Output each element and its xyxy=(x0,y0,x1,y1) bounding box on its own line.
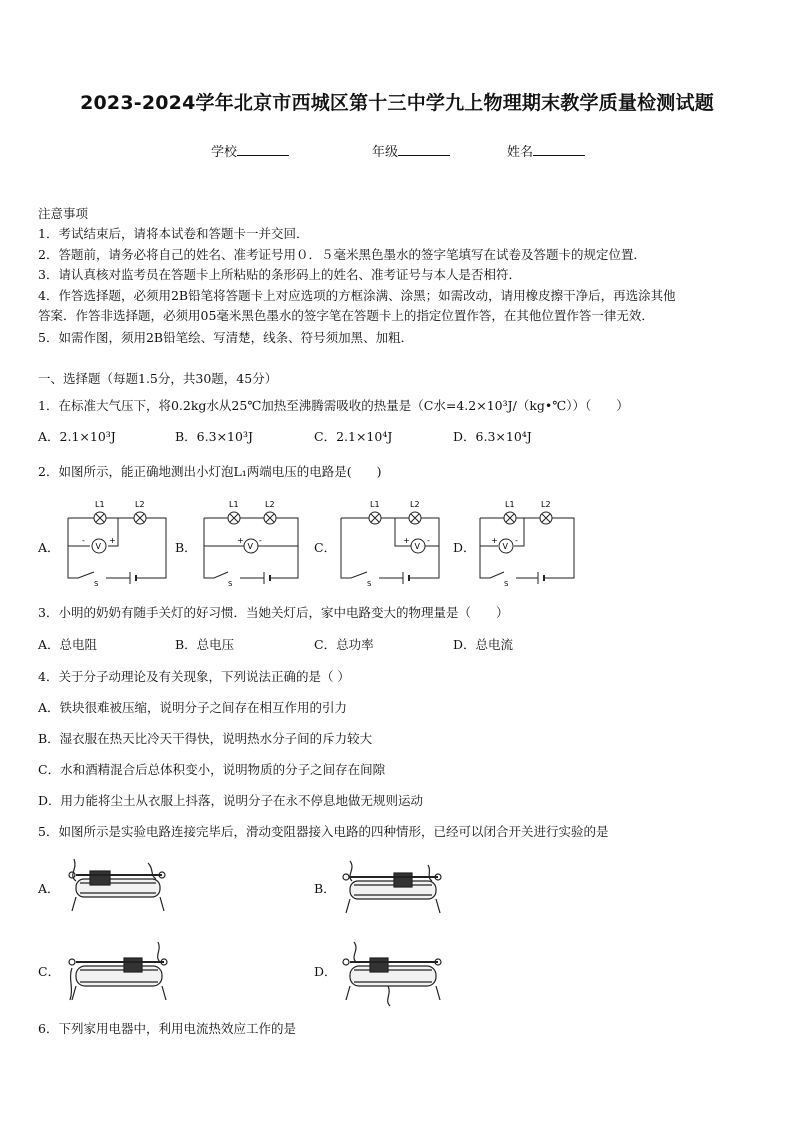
q5-option-b[interactable]: B． xyxy=(314,881,336,896)
notice-item: 1．考试结束后，请将本试卷和答题卡一并交回． xyxy=(38,226,309,241)
q1-option-d[interactable]: D．6.3×10⁴J xyxy=(453,429,532,444)
q3-option-a[interactable]: A．总电阻 xyxy=(38,637,98,652)
notice-heading: 注意事项 xyxy=(38,206,89,221)
switch-label: S xyxy=(94,580,99,588)
label-l2: L2 xyxy=(541,500,551,509)
grade-label: 年级 xyxy=(372,145,399,160)
q1-option-a[interactable]: A．2.1×10³J xyxy=(38,429,116,444)
label-l1: L1 xyxy=(95,500,105,509)
page-title: 2023-2024学年北京市西城区第十三中学九上物理期末教学质量检测试题 xyxy=(80,92,714,114)
q2-option-b[interactable]: B． xyxy=(175,540,197,555)
q2-option-a[interactable]: A． xyxy=(38,540,60,555)
q1-option-b[interactable]: B．6.3×10³J xyxy=(175,429,253,444)
rheostat-image-c xyxy=(66,938,176,1008)
grade-field[interactable] xyxy=(372,141,450,160)
notice-item: 2．答题前，请务必将自己的姓名、准考证号用０．５毫米黑色墨水的签字笔填写在试卷及答题卡的规定位置． xyxy=(38,247,646,262)
circuit-diagram-a xyxy=(60,496,174,588)
q3-option-b[interactable]: B．总电压 xyxy=(175,637,235,652)
q1-option-c[interactable]: C．2.1×10⁴J xyxy=(314,429,393,444)
q2-option-c[interactable]: C． xyxy=(314,540,337,555)
voltmeter-label: V xyxy=(95,542,101,551)
q5-option-c[interactable]: C． xyxy=(38,964,61,979)
label-l1: L1 xyxy=(370,500,380,509)
minus-label: - xyxy=(515,536,518,545)
question-1-stem: 1．在标准大气压下，将0.2kg水从25℃加热至沸腾需吸收的热量是（C水=4.2×10³J/（kg•℃））（ ） xyxy=(38,398,629,413)
plus-label: + xyxy=(491,536,498,545)
notice-item: 5．如需作图，须用2B铅笔绘、写清楚，线条、符号须加黑、加粗． xyxy=(38,330,414,345)
circuit-diagram-b xyxy=(196,496,306,588)
label-l2: L2 xyxy=(135,500,145,509)
q2-option-d[interactable]: D． xyxy=(453,540,476,555)
rheostat-image-b xyxy=(340,855,450,917)
q4-option-b[interactable]: B．湿衣服在热天比冷天干得快，说明热水分子间的斥力较大 xyxy=(38,731,373,746)
switch-label: S xyxy=(367,580,372,588)
school-field[interactable] xyxy=(211,141,289,160)
rheostat-image-a xyxy=(66,855,176,917)
voltmeter-label: V xyxy=(502,542,508,551)
label-l2: L2 xyxy=(410,500,420,509)
question-2-stem: 2．如图所示，能正确地测出小灯泡L₁两端电压的电路是( ) xyxy=(38,464,382,479)
q4-option-d[interactable]: D．用力能将尘土从衣服上抖落，说明分子在永不停息地做无规则运动 xyxy=(38,793,424,808)
school-blank[interactable] xyxy=(237,143,289,156)
label-l1: L1 xyxy=(505,500,515,509)
plus-label: + xyxy=(237,536,244,545)
q3-option-d[interactable]: D．总电流 xyxy=(453,637,514,652)
question-6-stem: 6．下列家用电器中，利用电流热效应工作的是 xyxy=(38,1021,296,1036)
grade-blank[interactable] xyxy=(398,143,450,156)
question-4-stem: 4．关于分子动理论及有关现象，下列说法正确的是（ ） xyxy=(38,669,350,684)
voltmeter-label: V xyxy=(247,542,253,551)
school-label: 学校 xyxy=(211,145,238,160)
voltmeter-label: V xyxy=(414,542,420,551)
name-blank[interactable] xyxy=(533,143,585,156)
name-label: 姓名 xyxy=(507,145,534,160)
minus-label: - xyxy=(427,536,430,545)
q5-option-d[interactable]: D． xyxy=(314,964,337,979)
minus-label: - xyxy=(259,536,262,545)
name-field[interactable] xyxy=(507,141,585,160)
q4-option-a[interactable]: A．铁块很难被压缩，说明分子之间存在相互作用的引力 xyxy=(38,700,348,715)
label-l1: L1 xyxy=(229,500,239,509)
notice-item: 答案．作答非选择题，必须用05毫米黑色墨水的签字笔在答题卡上的指定位置作答，在其他位置作答一律无效． xyxy=(38,308,654,323)
question-3-stem: 3．小明的奶奶有随手关灯的好习惯．当她关灯后，家中电路变大的物理量是（ ） xyxy=(38,605,509,620)
notice-item: 3．请认真核对监考员在答题卡上所粘贴的条形码上的姓名、准考证号与本人是否相符． xyxy=(38,267,521,282)
q5-option-a[interactable]: A． xyxy=(38,881,60,896)
switch-label: S xyxy=(228,580,233,588)
section-heading: 一、选择题（每题1.5分，共30题，45分） xyxy=(38,371,278,386)
question-5-stem: 5．如图所示是实验电路连接完毕后，滑动变阻器接入电路的四种情形，已经可以闭合开关进行实验的是 xyxy=(38,824,609,839)
plus-label: + xyxy=(109,536,116,545)
q3-option-c[interactable]: C．总功率 xyxy=(314,637,374,652)
plus-label: + xyxy=(403,536,410,545)
label-l2: L2 xyxy=(265,500,275,509)
circuit-diagram-d xyxy=(472,496,582,588)
switch-label: S xyxy=(504,580,509,588)
q4-option-c[interactable]: C．水和酒精混合后总体积变小，说明物质的分子之间存在间隙 xyxy=(38,762,386,777)
minus-label: - xyxy=(82,536,85,545)
rheostat-image-d xyxy=(340,938,450,1008)
notice-item: 4．作答选择题，必须用2B铅笔将答题卡上对应选项的方框涂满、涂黑；如需改动，请用橡皮擦干净后，再选涂其他 xyxy=(38,288,676,303)
circuit-diagram-c xyxy=(333,496,447,588)
